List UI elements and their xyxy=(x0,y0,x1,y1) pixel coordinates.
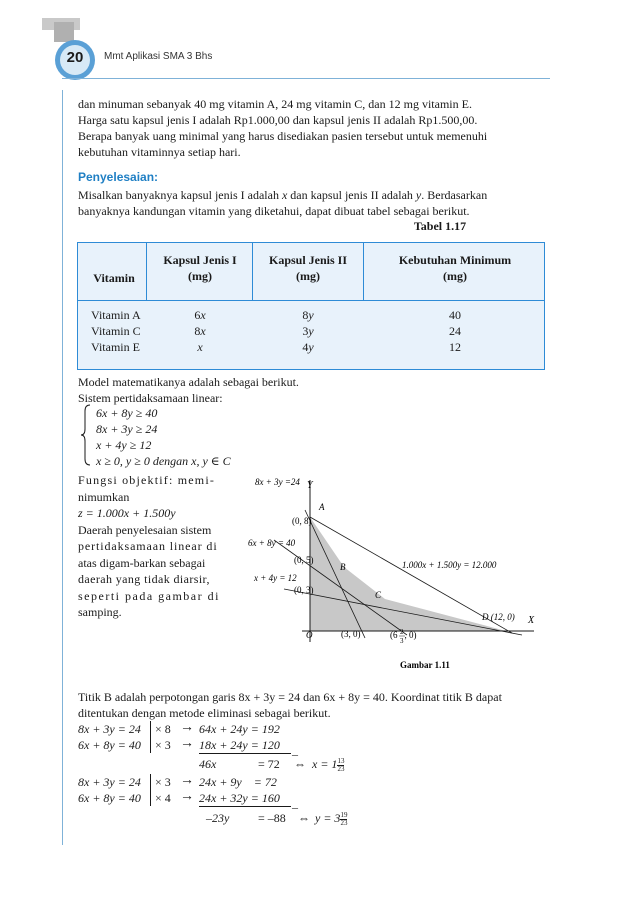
cell-vitamin: Vitamin A xyxy=(91,308,141,322)
var: x xyxy=(200,324,206,338)
running-header: Mmt Aplikasi SMA 3 Bhs xyxy=(104,51,213,62)
label-point-0-8: (0, 8) xyxy=(292,516,312,526)
var: x xyxy=(200,308,206,322)
cell-vitamin: Vitamin C xyxy=(91,324,141,338)
var: y xyxy=(308,324,314,338)
iff-symbol: ⇔ xyxy=(294,757,306,771)
intro-line: kebutuhan vitaminnya setiap hari. xyxy=(78,145,241,159)
objective-line: seperti pada gambar di xyxy=(78,588,220,603)
x-value xyxy=(312,756,344,773)
result-rhs: = 72 xyxy=(258,757,280,771)
equation-2: 6x + 8y = 40 xyxy=(78,738,141,752)
cell-kebutuhan: 40 xyxy=(449,308,461,322)
intersection-paragraph xyxy=(78,689,548,721)
multiplier: × 4 xyxy=(155,791,171,805)
solution-heading: Penyelesaian: xyxy=(78,170,159,184)
column-divider xyxy=(252,243,253,301)
header-vitamin: Vitamin xyxy=(93,271,135,285)
inequality-3: x + 4y ≥ 12 xyxy=(96,438,152,452)
system-brace xyxy=(80,404,92,466)
label-point-0-5: (0, 5) xyxy=(294,555,314,565)
result-2: 18x + 24y = 120 xyxy=(199,738,280,752)
vitamin-table xyxy=(77,242,545,370)
solution-line xyxy=(78,187,548,203)
label-part: (6 xyxy=(390,630,398,640)
page-number: 20 xyxy=(66,49,84,66)
cell-vitamin: Vitamin E xyxy=(91,340,140,354)
intersection-line: Titik B adalah perpotongan garis 8x + 3y = 24 dan 6x + 8y = 40. Koordinat titik B dapat xyxy=(78,690,502,704)
var: x xyxy=(197,340,203,354)
objective-line: pertidaksamaan linear di xyxy=(78,539,218,553)
objective-line: samping. xyxy=(78,605,122,619)
result-rhs: = –88 xyxy=(258,811,286,825)
cell-kapsul-2 xyxy=(254,339,362,355)
header-unit: (mg) xyxy=(188,269,212,283)
denominator: 23 xyxy=(340,818,348,827)
solution-line: banyaknya kandungan vitamin yang diketahui, dapat dibuat tabel sebagai berikut. xyxy=(78,204,470,218)
multiplier: × 3 xyxy=(155,738,171,752)
system-label: Sistem pertidaksamaan linear: xyxy=(78,391,223,405)
fraction xyxy=(337,758,344,773)
numerator: 13 xyxy=(337,756,345,765)
minus-sign: – xyxy=(292,800,298,814)
cell-kapsul-1 xyxy=(150,339,250,355)
label-point-3-0: (3, 0) xyxy=(341,629,361,639)
objective-line: nimumkan xyxy=(78,489,130,504)
label-frac-num: 2 xyxy=(400,628,404,636)
inequality-4: x ≥ 0, y ≥ 0 dengan x, y ∈ C xyxy=(96,454,231,468)
intro-line: dan minuman sebanyak 40 mg vitamin A, 24 mg vitamin C, dan 12 mg vitamin E. xyxy=(78,97,472,111)
objective-line: daerah yang tidak diarsir, xyxy=(78,572,210,586)
label-point-0-3: (0, 3) xyxy=(294,585,314,595)
text-run: Misalkan banyaknya kapsul jenis I adalah xyxy=(78,188,282,202)
label-frac-den: 3 xyxy=(400,637,404,645)
header-text: Kebutuhan Minimum xyxy=(398,253,512,267)
arrow-icon: → xyxy=(180,789,194,804)
arrow-icon: → xyxy=(180,720,194,735)
multiplier: × 3 xyxy=(155,775,171,789)
column-divider xyxy=(146,243,147,301)
header-kapsul-2 xyxy=(254,252,362,284)
header-text: Kapsul Jenis I xyxy=(163,253,237,267)
objective-function: z = 1.000x + 1.500y xyxy=(78,506,176,520)
multiply-bar xyxy=(150,774,151,806)
result-3: 24x + 9y = 72 xyxy=(199,775,277,789)
equation-1: 8x + 3y = 24 xyxy=(78,722,141,736)
iff-symbol: ⇔ xyxy=(298,811,310,825)
coef: 8 xyxy=(194,324,201,338)
arrow-icon: → xyxy=(180,736,194,751)
denominator: 23 xyxy=(337,764,345,773)
inequality-1: 6x + 8y ≥ 40 xyxy=(96,406,158,420)
intro-line: Harga satu kapsul jenis I adalah Rp1.000,00 dan kapsul jenis II adalah Rp1.500,00. xyxy=(78,113,478,127)
label-point-D: D (12, 0) xyxy=(482,612,515,622)
intro-line: Berapa banyak uang minimal yang harus disediakan pasien tersebut untuk memenuhi xyxy=(78,129,488,143)
result-diff: –23y xyxy=(206,811,230,825)
label-line-x-4y: x + 4y = 12 xyxy=(254,573,297,583)
figure-caption: Gambar 1.11 xyxy=(400,660,450,670)
intro-paragraph xyxy=(78,96,548,160)
objective-line: Fungsi objektif: memi- xyxy=(78,473,216,487)
multiplier: × 8 xyxy=(155,722,171,736)
objective-paragraph xyxy=(78,472,228,621)
model-intro: Model matematikanya adalah sebagai berikut. xyxy=(78,375,299,389)
result-sum: 46x xyxy=(199,757,217,771)
label-part: , 0) xyxy=(404,630,417,640)
result-4: 24x + 32y = 160 xyxy=(199,791,280,805)
header-kapsul-1 xyxy=(150,252,250,284)
cell-kapsul-2 xyxy=(254,323,362,339)
var-y: y xyxy=(415,188,422,202)
cell-kapsul-1 xyxy=(150,307,250,323)
coef: 6 xyxy=(194,308,201,322)
arrow-icon: → xyxy=(180,773,194,788)
solution-paragraph xyxy=(78,187,548,219)
objective-line: Daerah penyelesaian sistem xyxy=(78,522,212,537)
inequality-2: 8x + 3y ≥ 24 xyxy=(96,422,158,436)
cell-kapsul-2 xyxy=(254,307,362,323)
header-unit: (mg) xyxy=(443,269,467,283)
multiply-bar xyxy=(150,721,151,753)
fraction xyxy=(340,812,347,827)
label-objective: 1.000x + 1.500y = 12.000 xyxy=(402,560,497,570)
result-1: 64x + 24y = 192 xyxy=(199,722,280,736)
label-O: O xyxy=(306,630,313,640)
column-divider xyxy=(363,243,364,301)
margin-rule xyxy=(62,90,63,845)
y-value-text: y = 3 xyxy=(315,811,341,825)
var-x: x xyxy=(281,188,288,202)
header-unit: (mg) xyxy=(296,269,320,283)
var: y xyxy=(308,308,314,322)
var: y xyxy=(308,340,314,354)
intersection-line: ditentukan dengan metode eliminasi sebagai berikut. xyxy=(78,706,331,720)
cell-kebutuhan: 12 xyxy=(449,340,461,354)
minus-sign: – xyxy=(292,747,298,761)
label-X: X xyxy=(528,615,535,626)
coef: 3 xyxy=(302,324,309,338)
numerator: 19 xyxy=(340,810,348,819)
label-Y: Y xyxy=(307,480,313,491)
subtraction-rule xyxy=(199,806,291,807)
subtraction-rule xyxy=(199,753,291,754)
objective-line: atas digam-barkan sebagai xyxy=(78,555,206,570)
label-line-8x-3y: 8x + 3y =24 xyxy=(255,477,300,487)
feasible-region-graph xyxy=(244,470,544,675)
coef: 4 xyxy=(302,340,309,354)
label-A: A xyxy=(319,502,325,512)
cell-kapsul-1 xyxy=(150,323,250,339)
coef: 8 xyxy=(302,308,309,322)
label-C: C xyxy=(375,590,382,600)
text-run: . Berdasarkan xyxy=(421,188,488,202)
header-rule xyxy=(62,78,550,79)
x-value-text: x = 1 xyxy=(312,757,338,771)
equation-4: 6x + 8y = 40 xyxy=(78,791,141,805)
label-B: B xyxy=(340,562,346,572)
table-header xyxy=(78,243,544,301)
equation-3: 8x + 3y = 24 xyxy=(78,775,141,789)
cell-kebutuhan: 24 xyxy=(449,324,461,338)
table-caption: Tabel 1.17 xyxy=(413,219,467,233)
label-line-6x-8y: 6x + 8y = 40 xyxy=(248,538,296,548)
y-value xyxy=(315,810,347,827)
header-text: Kapsul Jenis II xyxy=(268,253,348,267)
text-run: dan kapsul jenis II adalah xyxy=(287,188,416,202)
header-kebutuhan xyxy=(366,252,544,284)
